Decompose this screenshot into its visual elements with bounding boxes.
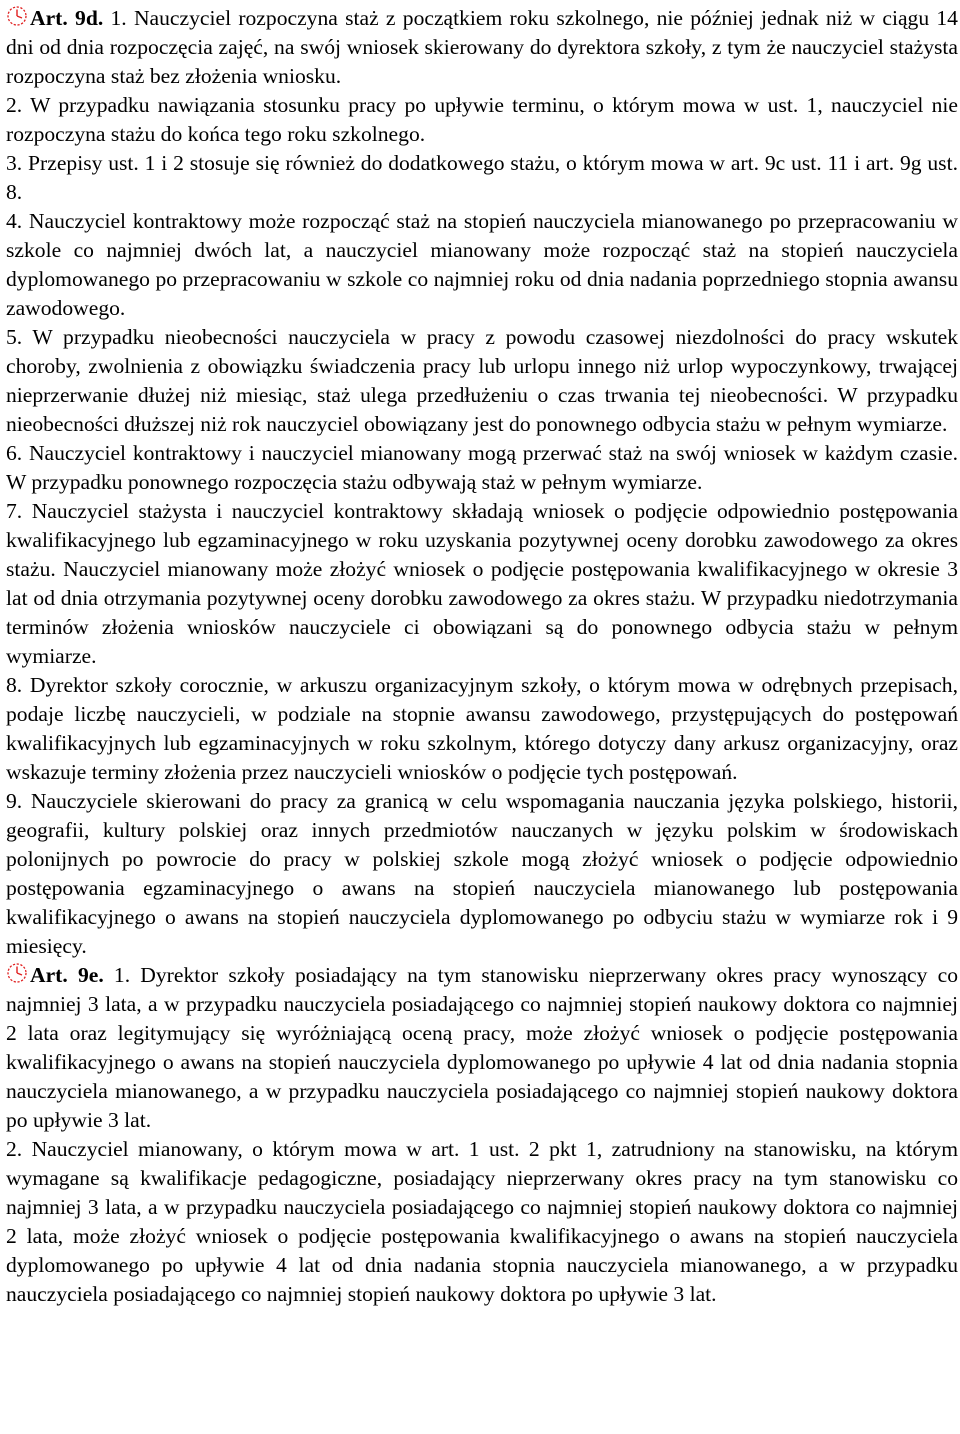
article-label: Art. 9d. [30,6,104,30]
clock-icon [6,962,30,984]
paragraph-text: 1. Nauczyciel rozpoczyna staż z początkiem roku szkolnego, nie później jednak niż w ciągu 14 dni od dnia rozpoczęcia zajęć, na swój wniosek skierowany do dyrektora szkoły, z tym że nauczyciel stażysta rozpoczyna staż bez złożenia wniosku. [6,6,958,88]
article-9d-paragraph-8: 8. Dyrektor szkoły corocznie, w arkuszu organizacyjnym szkoły, o którym mowa w odrębnych przepisach, podaje liczbę nauczycieli, w podziale na stopnie awansu zawodowego, przystępujących do postępowań kwalifikacyjnych lub egzaminacyjnych w roku szkolnym, którego dotyczy dany arkusz organizacyjny, oraz wskazuje terminy złożenia przez nauczycieli wniosków o podjęcie tych postępowań. [6,673,958,784]
article-9d-paragraph-2: 2. W przypadku nawiązania stosunku pracy po upływie terminu, o którym mowa w ust. 1, nauczyciel nie rozpoczyna stażu do końca tego roku szkolnego. [6,93,958,146]
article-9d-paragraph-9: 9. Nauczyciele skierowani do pracy za granicą w celu wspomagania nauczania języka polskiego, historii, geografii, kultury polskiej oraz innych przedmiotów nauczanych w języku polskim w środowiskach polonijnych po powrocie do pracy w polskiej szkole mogą złożyć wniosek o podjęcie odpowiednio postępowania egzaminacyjnego o awans na stopień nauczyciela mianowanego lub postępowania kwalifikacyjnego o awans na stopień nauczyciela dyplomowanego po odbyciu stażu w wymiarze rok i 9 miesięcy. [6,789,958,958]
article-9e [6,961,958,1309]
article-9d-paragraph-3: 3. Przepisy ust. 1 i 2 stosuje się również do dodatkowego stażu, o którym mowa w art. 9c ust. 11 i art. 9g ust. 8. [6,151,958,204]
article-9e-paragraph-1 [6,961,958,1135]
article-9d-paragraph-5: 5. W przypadku nieobecności nauczyciela w pracy z powodu czasowej niezdolności do pracy wskutek choroby, zwolnienia z obowiązku świadczenia pracy lub urlopu innego niż urlop wypoczynkowy, trwającej nieprzerwanie dłużej niż miesiąc, staż ulega przedłużeniu o czas trwania tej nieobecności. W przypadku nieobecności dłuższej niż rok nauczyciel obowiązany jest do ponownego odbycia stażu w pełnym wymiarze. [6,325,958,436]
legal-document [6,4,958,1309]
article-label: Art. 9e. [30,963,104,987]
article-9d-paragraph-1 [6,4,958,91]
article-9d-paragraph-7: 7. Nauczyciel stażysta i nauczyciel kontraktowy składają wniosek o podjęcie odpowiednio postępowania kwalifikacyjnego lub egzaminacyjnego w roku uzyskania pozytywnej oceny dorobku zawodowego za okres stażu. Nauczyciel mianowany może złożyć wniosek o podjęcie postępowania kwalifikacyjnego w okresie 3 lat od dnia otrzymania pozytywnej oceny dorobku zawodowego za okres stażu. W przypadku niedotrzymania terminów złożenia wniosków nauczyciele ci obowiązani są do ponownego odbycia stażu w pełnym wymiarze. [6,499,958,668]
article-9d [6,4,958,961]
clock-icon [6,5,30,27]
article-9d-paragraph-4: 4. Nauczyciel kontraktowy może rozpocząć staż na stopień nauczyciela mianowanego po przepracowaniu w szkole co najmniej dwóch lat, a nauczyciel mianowany może rozpocząć staż na stopień nauczyciela dyplomowanego po przepracowaniu w szkole co najmniej roku od dnia nadania poprzedniego stopnia awansu zawodowego. [6,209,958,320]
article-9d-paragraph-6: 6. Nauczyciel kontraktowy i nauczyciel mianowany mogą przerwać staż na swój wniosek w każdym czasie. W przypadku ponownego rozpoczęcia stażu odbywają staż w pełnym wymiarze. [6,441,958,494]
article-9e-paragraph-2: 2. Nauczyciel mianowany, o którym mowa w art. 1 ust. 2 pkt 1, zatrudniony na stanowisku, na którym wymagane są kwalifikacje pedagogiczne, posiadający nieprzerwany okres pracy na tym stanowisku co najmniej 3 lata, a w przypadku nauczyciela posiadającego co najmniej stopień naukowy doktora co najmniej 2 lata, może złożyć wniosek o podjęcie postępowania kwalifikacyjnego o awans na stopień nauczyciela dyplomowanego po upływie 4 lat od dnia nadania stopnia nauczyciela mianowanego, a w przypadku nauczyciela posiadającego co najmniej stopień naukowy doktora po upływie 3 lat. [6,1137,958,1306]
paragraph-text: 1. Dyrektor szkoły posiadający na tym stanowisku nieprzerwany okres pracy wynoszący co najmniej 3 lata, a w przypadku nauczyciela posiadającego co najmniej stopień naukowy doktora co najmniej 2 lata oraz legitymujący się wyróżniającą oceną pracy, może złożyć wniosek o podjęcie postępowania kwalifikacyjnego o awans na stopień nauczyciela dyplomowanego po upływie 4 lat od dnia nadania stopnia nauczyciela mianowanego, a w przypadku nauczyciela posiadającego co najmniej stopień naukowy doktora po upływie 3 lat. [6,963,959,1132]
